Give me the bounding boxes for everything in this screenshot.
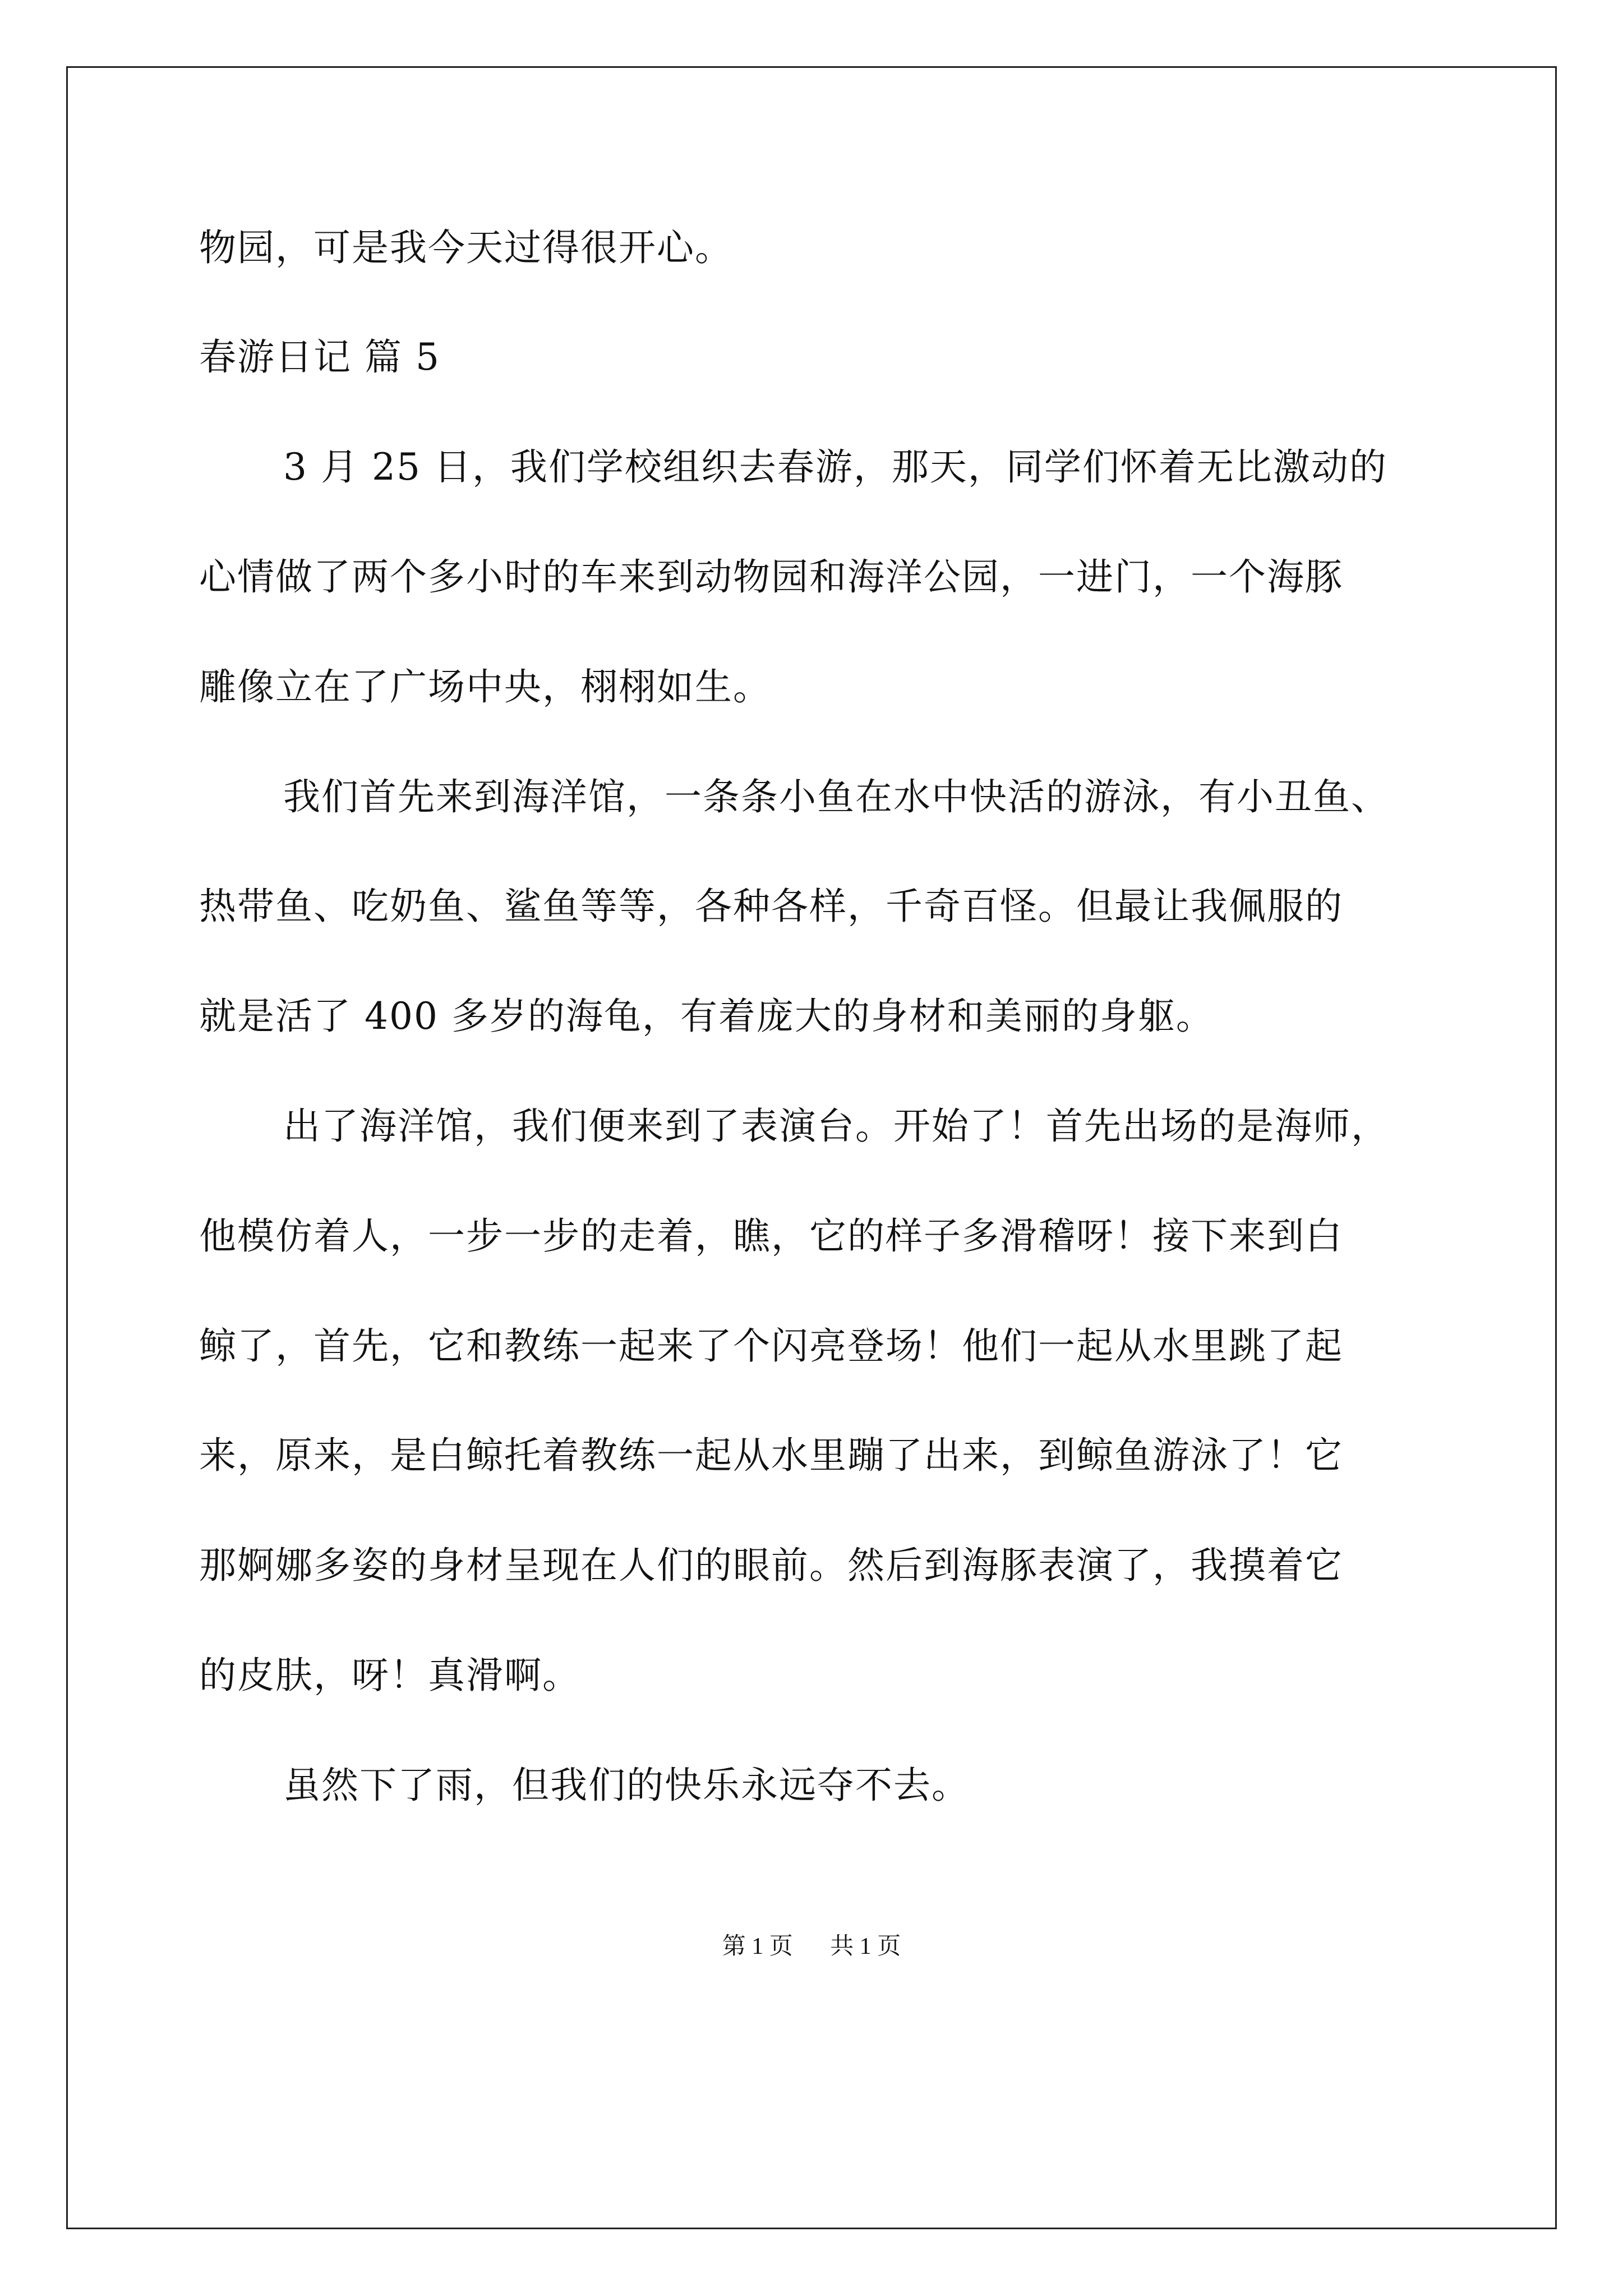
section-heading: 春游日记 篇 5	[199, 335, 440, 379]
body-line: 来，原来，是白鲸托着教练一起从水里蹦了出来，到鲸鱼游泳了！它	[199, 1434, 1343, 1477]
body-line: 的皮肤，呀！真滑啊。	[199, 1654, 580, 1697]
paragraph-first-line: 出了海洋馆，我们便来到了表演台。开始了！首先出场的是海师，	[283, 1105, 1389, 1148]
paragraph-first-line: 3 月 25 日，我们学校组织去春游，那天，同学们怀着无比激动的	[283, 445, 1387, 489]
body-line: 热带鱼、吃奶鱼、鲨鱼等等，各种各样，千奇百怪。但最让我佩服的	[199, 885, 1343, 928]
body-line: 他模仿着人，一步一步的走着，瞧，它的样子多滑稽呀！接下来到白	[199, 1214, 1343, 1258]
body-line: 雕像立在了广场中央，栩栩如生。	[199, 665, 771, 708]
body-line: 就是活了 400 多岁的海龟，有着庞大的身材和美丽的身躯。	[199, 995, 1214, 1038]
page-number-current: 第 1 页	[722, 1934, 793, 1959]
paragraph-first-line: 我们首先来到海洋馆，一条条小鱼在水中快活的游泳，有小丑鱼、	[283, 775, 1389, 818]
paragraph-first-line: 虽然下了雨，但我们的快乐永远夺不去。	[283, 1764, 970, 1807]
page-footer	[0, 1930, 1623, 1963]
body-line: 鲸了，首先，它和教练一起来了个闪亮登场！他们一起从水里跳了起	[199, 1324, 1343, 1368]
page-number-total: 共 1 页	[830, 1934, 901, 1959]
body-line: 物园，可是我今天过得很开心。	[199, 226, 733, 269]
body-line: 心情做了两个多小时的车来到动物园和海洋公园，一进门，一个海豚	[199, 555, 1343, 599]
body-line: 那婀娜多姿的身材呈现在人们的眼前。然后到海豚表演了，我摸着它	[199, 1544, 1343, 1587]
